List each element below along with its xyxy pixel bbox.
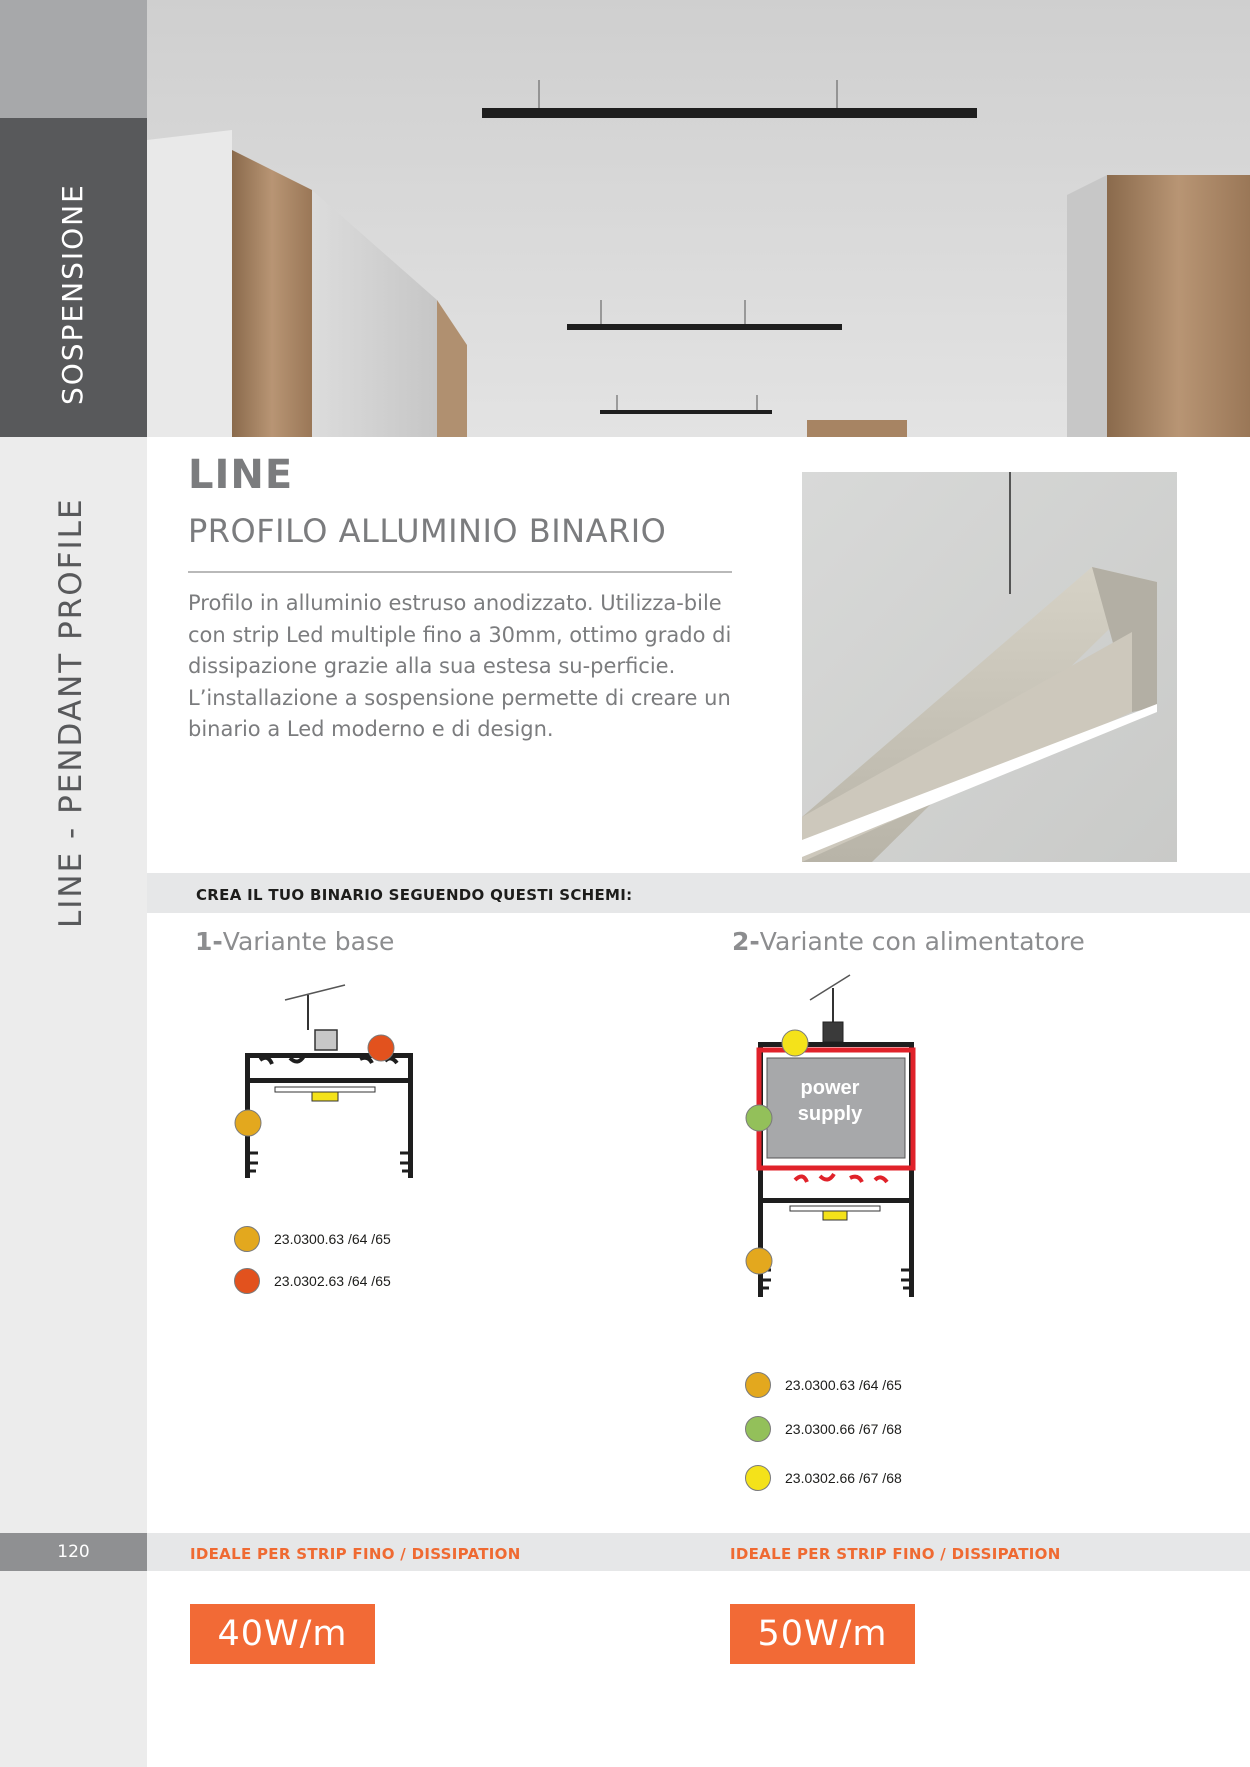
product-title: LINE: [188, 452, 294, 498]
legend-code: 23.0300.63 /64 /65: [785, 1377, 902, 1393]
variant-2-diagram: [735, 970, 935, 1332]
variant-2-title: [732, 927, 1085, 956]
product-photo: [802, 472, 1177, 862]
legend-code: 23.0302.66 /67 /68: [785, 1470, 902, 1486]
variant-1-label: Variante base: [222, 927, 395, 956]
variant-1-diagram: [230, 975, 430, 1205]
ideal-label-2: IDEALE PER STRIP FINO / DISSIPATION: [730, 1545, 1061, 1563]
color-dot: [745, 1416, 771, 1442]
supply-label: supply: [797, 1103, 863, 1125]
product-side-label: LINE - PENDANT PROFILE: [53, 497, 89, 928]
section-label: SOSPENSIONE: [56, 183, 89, 405]
product-description: Profilo in alluminio estruso anodizzato. Utilizza-bile con strip Led multiple fino a 30mm, ottimo grado di dissipazione grazie alla sua estesa su-perficie. L’installazione a sospensione permette di creare un binario a Led moderno e di design.: [188, 591, 732, 741]
legend-code: 23.0300.66 /67 /68: [785, 1421, 902, 1437]
page-number: 120: [57, 1542, 90, 1562]
wattage-badge-2: 50W/m: [730, 1604, 915, 1664]
variant-2-number: 2-: [732, 927, 760, 956]
legend-code: 23.0300.63 /64 /65: [274, 1231, 391, 1247]
variant-1-number: 1-: [195, 927, 223, 956]
wattage-badge-1: 40W/m: [190, 1604, 375, 1664]
title-divider: [188, 571, 732, 573]
power-label: power: [800, 1077, 860, 1099]
product-subtitle: PROFILO ALLUMINIO BINARIO: [188, 512, 667, 550]
color-dot: [234, 1226, 260, 1252]
color-dot: [745, 1465, 771, 1491]
scheme-heading: CREA IL TUO BINARIO SEGUENDO QUESTI SCHEMI:: [196, 886, 633, 904]
color-dot: [745, 1372, 771, 1398]
color-dot: [234, 1268, 260, 1294]
legend-code: 23.0302.63 /64 /65: [274, 1273, 391, 1289]
hero-photo: [147, 0, 1250, 437]
sidebar-top-block: [0, 0, 147, 118]
variant-2-label: Variante con alimentatore: [759, 927, 1085, 956]
variant-1-title: [195, 927, 394, 956]
ideal-label-1: IDEALE PER STRIP FINO / DISSIPATION: [190, 1545, 521, 1563]
